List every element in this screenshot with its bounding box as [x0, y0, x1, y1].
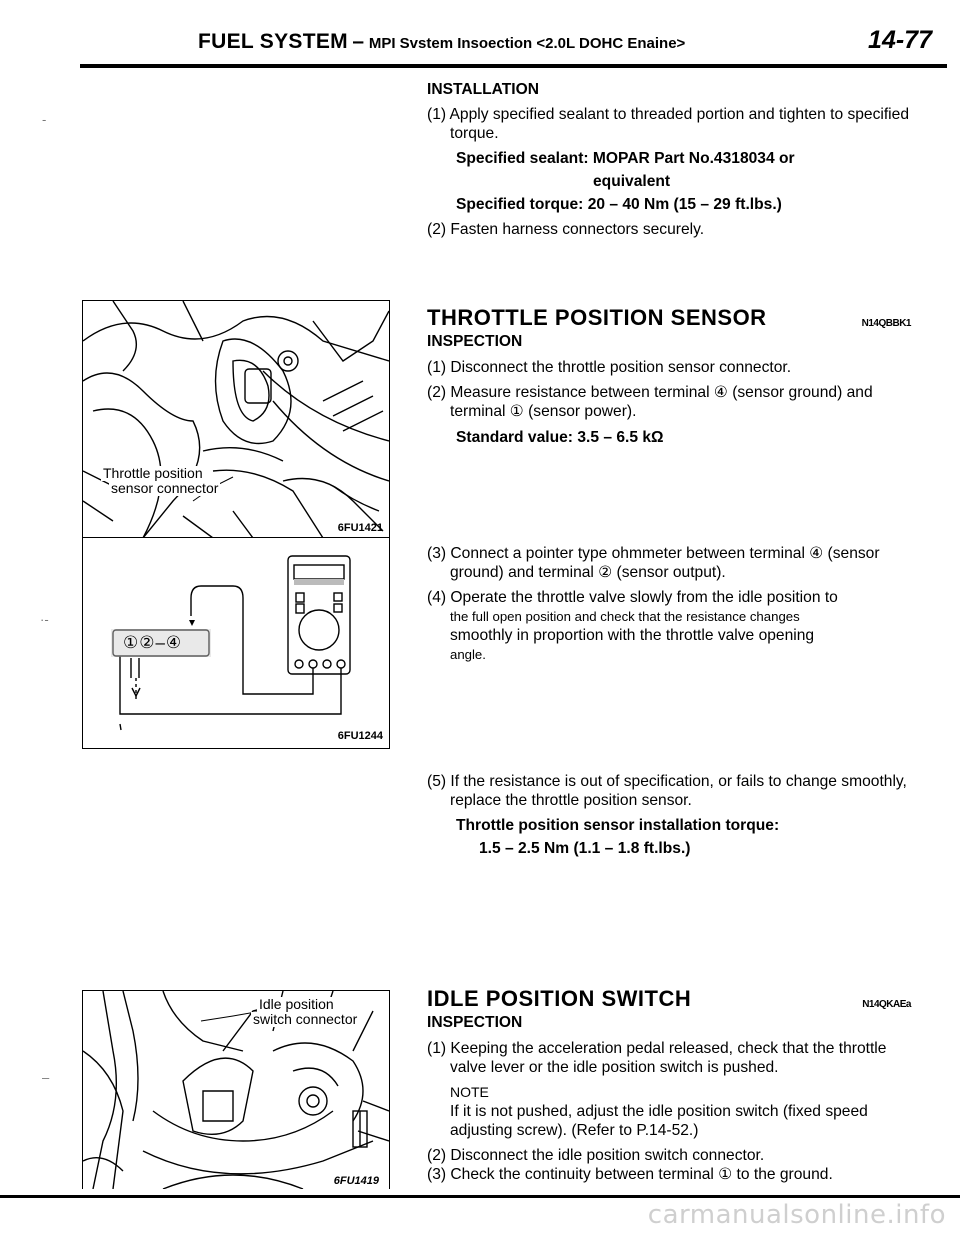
- tps-section: [427, 305, 911, 451]
- tps-step-2: (2) Measure resistance between terminal ④ (sensor ground) and terminal ① (sensor power).: [427, 384, 873, 420]
- tps-step-4-line-2: the full open position and check that the resistance changes: [450, 609, 800, 624]
- ips-heading: IDLE POSITION SWITCH: [427, 986, 692, 1011]
- installation-heading: INSTALLATION: [427, 81, 540, 98]
- tps-section-replace: [427, 770, 911, 862]
- header-dash: –: [352, 30, 365, 53]
- installation-step-2: (2) Fasten harness connectors securely.: [427, 221, 705, 238]
- tps-standard-value: Standard value: 3.5 – 6.5 kΩ: [456, 429, 664, 446]
- ips-code: N14QKAEa: [862, 999, 911, 1010]
- page-header: [198, 26, 938, 62]
- tps-torque-value: 1.5 – 2.5 Nm (1.1 – 1.8 ft.lbs.): [479, 840, 691, 857]
- section-subtitle: MPI Svstem Insoection <2.0L DOHC Enaine>: [368, 35, 686, 52]
- tps-step-4-line-1: (4) Operate the throttle valve slowly from the idle position to: [427, 589, 838, 606]
- figure-3-label-line-2: switch connector: [253, 1011, 358, 1027]
- page-number: 14-77: [868, 26, 932, 54]
- figure-idle-switch-photo: [82, 990, 390, 1189]
- tps-torque-label: Throttle position sensor installation torque:: [456, 817, 780, 834]
- ips-step-1: (1) Keeping the acceleration pedal released, check that the throttle valve lever or the idle position switch is pushed.: [427, 1040, 887, 1076]
- figure-throttle-sensor-photo: [82, 300, 390, 539]
- sealant-spec: Specified sealant: MOPAR Part No.4318034 or: [456, 150, 795, 167]
- watermark: carmanualsonline.info: [647, 1200, 946, 1230]
- margin-mark: -: [42, 112, 47, 127]
- tps-code: N14QBBK1: [861, 318, 911, 329]
- tps-section-cont: [427, 542, 911, 664]
- tps-step-4-line-3: smoothly in proportion with the throttle valve opening: [450, 627, 815, 644]
- tps-inspection-heading: INSPECTION: [427, 333, 523, 350]
- header-rule: [80, 64, 947, 68]
- tps-step-3: (3) Connect a pointer type ohmmeter between terminal ④ (sensor ground) and terminal ② (sensor output).: [427, 545, 880, 581]
- figure-1-label-line-2: sensor connector: [111, 480, 219, 496]
- figure-3-code: 6FU1419: [333, 1175, 379, 1187]
- sealant-spec-cont: equivalent: [593, 173, 671, 190]
- footer-rule: [0, 1195, 960, 1198]
- installation-step-1: (1) Apply specified sealant to threaded portion and tighten to specified torque.: [427, 106, 909, 142]
- figure-1-label-line-1: Throttle position: [103, 465, 203, 481]
- tps-step-5: (5) If the resistance is out of specification, or fails to change smoothly, replace the throttle position sensor.: [427, 773, 907, 809]
- ips-note: If it is not pushed, adjust the idle position switch (fixed speed adjusting screw). (Refer to P.14-52.): [450, 1103, 868, 1139]
- tps-step-4: [427, 588, 911, 664]
- tps-step-4-line-4: angle.: [450, 647, 486, 662]
- figure-3-label-line-1: Idle position: [259, 996, 334, 1012]
- tps-heading: THROTTLE POSITION SENSOR: [427, 305, 767, 330]
- margin-mark: ·-: [40, 612, 49, 627]
- ips-section: [427, 986, 911, 1190]
- engine-illustration: [83, 301, 389, 538]
- figure-2-code: 6FU1244: [337, 730, 383, 742]
- torque-spec: Specified torque: 20 – 40 Nm (15 – 29 ft.lbs.): [456, 196, 782, 213]
- ips-step-3: (3) Check the continuity between terminal ① to the ground.: [427, 1166, 833, 1183]
- ips-inspection-heading: INSPECTION: [427, 1014, 523, 1031]
- connector-terminals: ①②–④: [123, 633, 183, 652]
- installation-section: [427, 80, 911, 245]
- margin-mark: –: [42, 1070, 50, 1085]
- tps-step-1: (1) Disconnect the throttle position sensor connector.: [427, 359, 792, 376]
- ips-step-2: (2) Disconnect the idle position switch connector.: [427, 1147, 765, 1164]
- section-title: FUEL SYSTEM: [198, 30, 348, 53]
- ips-note-label: NOTE: [450, 1084, 489, 1100]
- figure-1-code: 6FU1421: [337, 522, 383, 534]
- figure-ohmmeter-diagram: [82, 537, 390, 749]
